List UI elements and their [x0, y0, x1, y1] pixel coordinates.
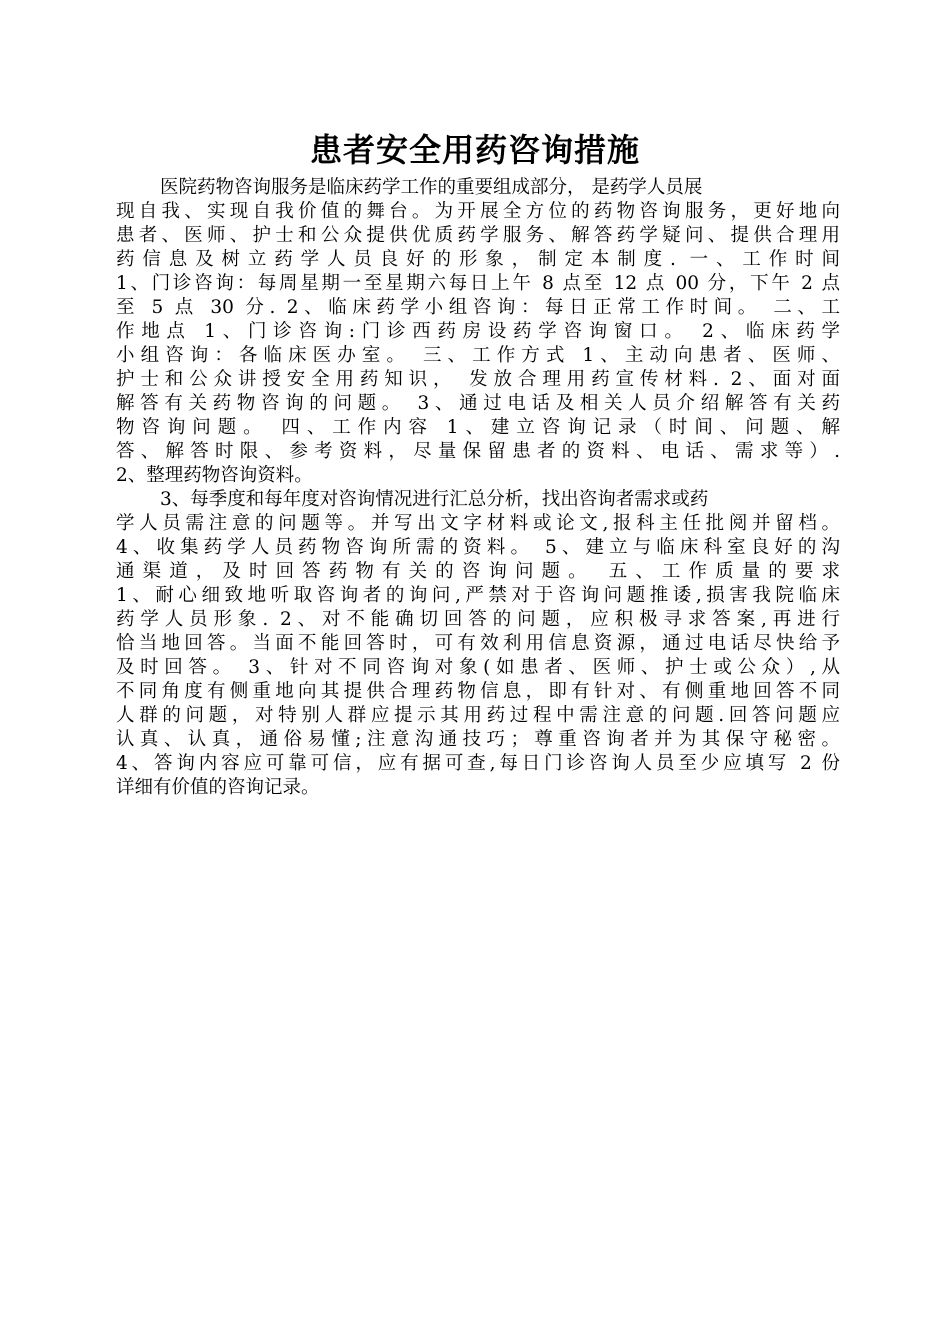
document-body [116, 176, 840, 800]
paragraph-1-line-3: 患者、医师、护士和公众提供优质药学服务、解答药学疑问、提供合理用 [116, 225, 840, 246]
paragraph-2-line-13: 详细有价值的咨询记录。 [116, 777, 320, 798]
paragraph-1-line-7: 作地点 1、门诊咨询:门诊西药房设药学咨询窗口。 2、临床药学 [116, 321, 840, 342]
paragraph-1-line-2: 现自我、实现自我价值的舞台。为开展全方位的药物咨询服务，更好地向 [116, 201, 840, 222]
paragraph-1-line-5: 1、门诊咨询：每周星期一至星期六每日上午 8 点至 12 点 00 分，下午 2 点 [116, 273, 840, 294]
paragraph-1-line-11: 物咨询问题。 四、工作内容 1、建立咨询记录（时间、问题、解 [116, 417, 840, 438]
paragraph-2-line-2: 学人员需注意的问题等。并写出文字材料或论文,报科主任批阅并留档。 [116, 513, 840, 534]
paragraph-1-line-8: 小组咨询：各临床医办室。 三、工作方式 1、主动向患者、医师、 [116, 345, 840, 366]
paragraph-1-line-13: 2、整理药物咨询资料。 [116, 465, 313, 486]
paragraph-2-line-10: 人群的问题，对特别人群应提示其用药过程中需注意的问题.回答问题应 [116, 705, 840, 726]
paragraph-2-line-11: 认真、认真，通俗易懂;注意沟通技巧；尊重咨询者并为其保守秘密。 [116, 729, 840, 750]
paragraph-1-line-12: 答、解答时限、参考资料，尽量保留患者的资料、电话、需求等）. [116, 441, 840, 462]
paragraph-2-line-12: 4、答询内容应可靠可信，应有据可查,每日门诊咨询人员至少应填写 2 份 [116, 753, 840, 774]
paragraph-2-line-3: 4、收集药学人员药物咨询所需的资料。 5、建立与临床科室良好的沟 [116, 537, 840, 558]
paragraph-1-line-6: 至 5 点 30 分. 2、临床药学小组咨询：每日正常工作时间。 二、工 [116, 297, 840, 318]
paragraph-1-line-10: 解答有关药物咨询的问题。 3、通过电话及相关人员介绍解答有关药 [116, 393, 840, 414]
paragraph-1-line-1: 医院药物咨询服务是临床药学工作的重要组成部分， 是药学人员展 [160, 177, 703, 198]
paragraph-2-line-7: 恰当地回答。当面不能回答时，可有效利用信息资源，通过电话尽快给予 [116, 633, 840, 654]
paragraph-1-line-4: 药信息及树立药学人员良好的形象，制定本制度. 一、工作时间 [116, 249, 840, 270]
paragraph-2-line-1: 3、每季度和每年度对咨询情况进行汇总分析，找出咨询者需求或药 [160, 489, 709, 510]
paragraph-2-line-9: 不同角度有侧重地向其提供合理药物信息，即有针对、有侧重地回答不同 [116, 681, 840, 702]
paragraph-2-line-6: 药学人员形象. 2、对不能确切回答的问题，应积极寻求答案,再进行 [116, 609, 840, 630]
paragraph-1-line-9: 护士和公众讲授安全用药知识， 发放合理用药宣传材料. 2、面对面 [116, 369, 840, 390]
paragraph-2-line-4: 通渠道，及时回答药物有关的咨询问题。 五、工作质量的要求 [116, 561, 840, 582]
paragraph-2-line-8: 及时回答。 3、针对不同咨询对象(如患者、医师、护士或公众）,从 [116, 657, 840, 678]
paragraph-2-line-5: 1、耐心细致地听取咨询者的询问,严禁对于咨询问题推诿,损害我院临床 [116, 585, 840, 606]
document-title: 患者安全用药咨询措施 [309, 131, 640, 169]
